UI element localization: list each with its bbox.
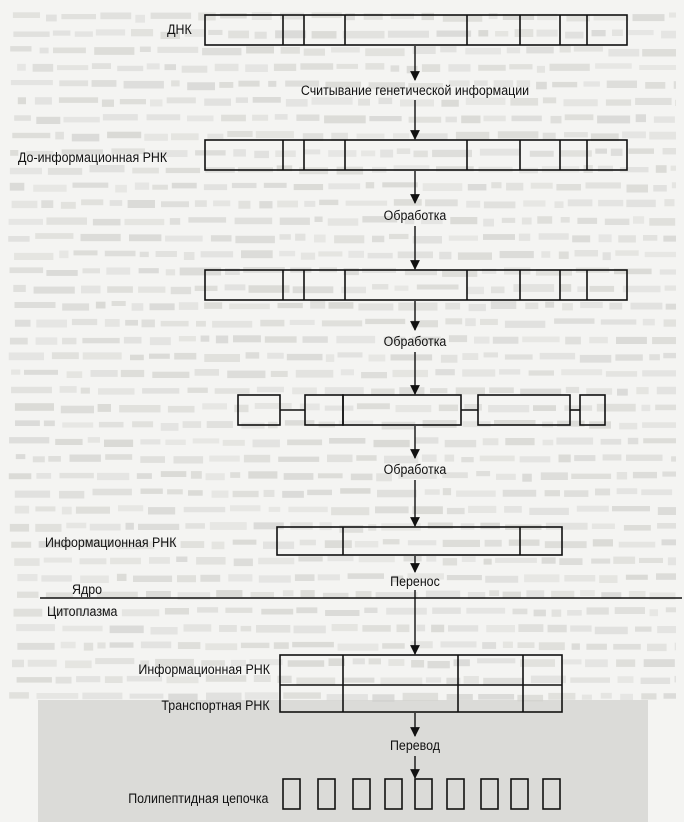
amino-acid-box — [481, 779, 498, 809]
label-transcription: Считывание генетической информации — [300, 83, 530, 98]
amino-acid-box — [283, 779, 300, 809]
mrna-nucleus-strand — [277, 527, 562, 555]
label-cytoplasm: Цитоплазма — [47, 604, 118, 619]
amino-acid-box — [447, 779, 464, 809]
label-mrna-nucleus: Информационная РНК — [45, 535, 177, 550]
processed-rna-1 — [205, 270, 627, 300]
label-translation: Перевод — [390, 738, 440, 753]
label-dna: ДНК — [167, 22, 192, 37]
amino-acid-box — [353, 779, 370, 809]
polypeptide-chain — [283, 779, 560, 809]
label-polypeptide: Полипептидная цепочка — [127, 791, 268, 806]
dna-strand — [205, 15, 627, 45]
label-processing-2: Обработка — [383, 334, 447, 349]
label-transport: Перенос — [390, 574, 440, 589]
amino-acid-box — [318, 779, 335, 809]
label-pre-mrna: До-информационная РНК — [18, 150, 168, 165]
label-processing-3: Обработка — [383, 462, 447, 477]
label-processing-1: Обработка — [383, 208, 447, 223]
amino-acid-box — [385, 779, 402, 809]
exon-intron-strand — [238, 395, 605, 425]
amino-acid-box — [415, 779, 432, 809]
label-trna: Транспортная РНК — [161, 698, 270, 713]
label-mrna-cytoplasm: Информационная РНК — [138, 662, 270, 677]
pre-mrna-strand — [205, 140, 627, 170]
amino-acid-box — [511, 779, 528, 809]
label-nucleus: Ядро — [72, 582, 103, 597]
mrna-trna-grid — [280, 655, 562, 712]
amino-acid-box — [543, 779, 560, 809]
